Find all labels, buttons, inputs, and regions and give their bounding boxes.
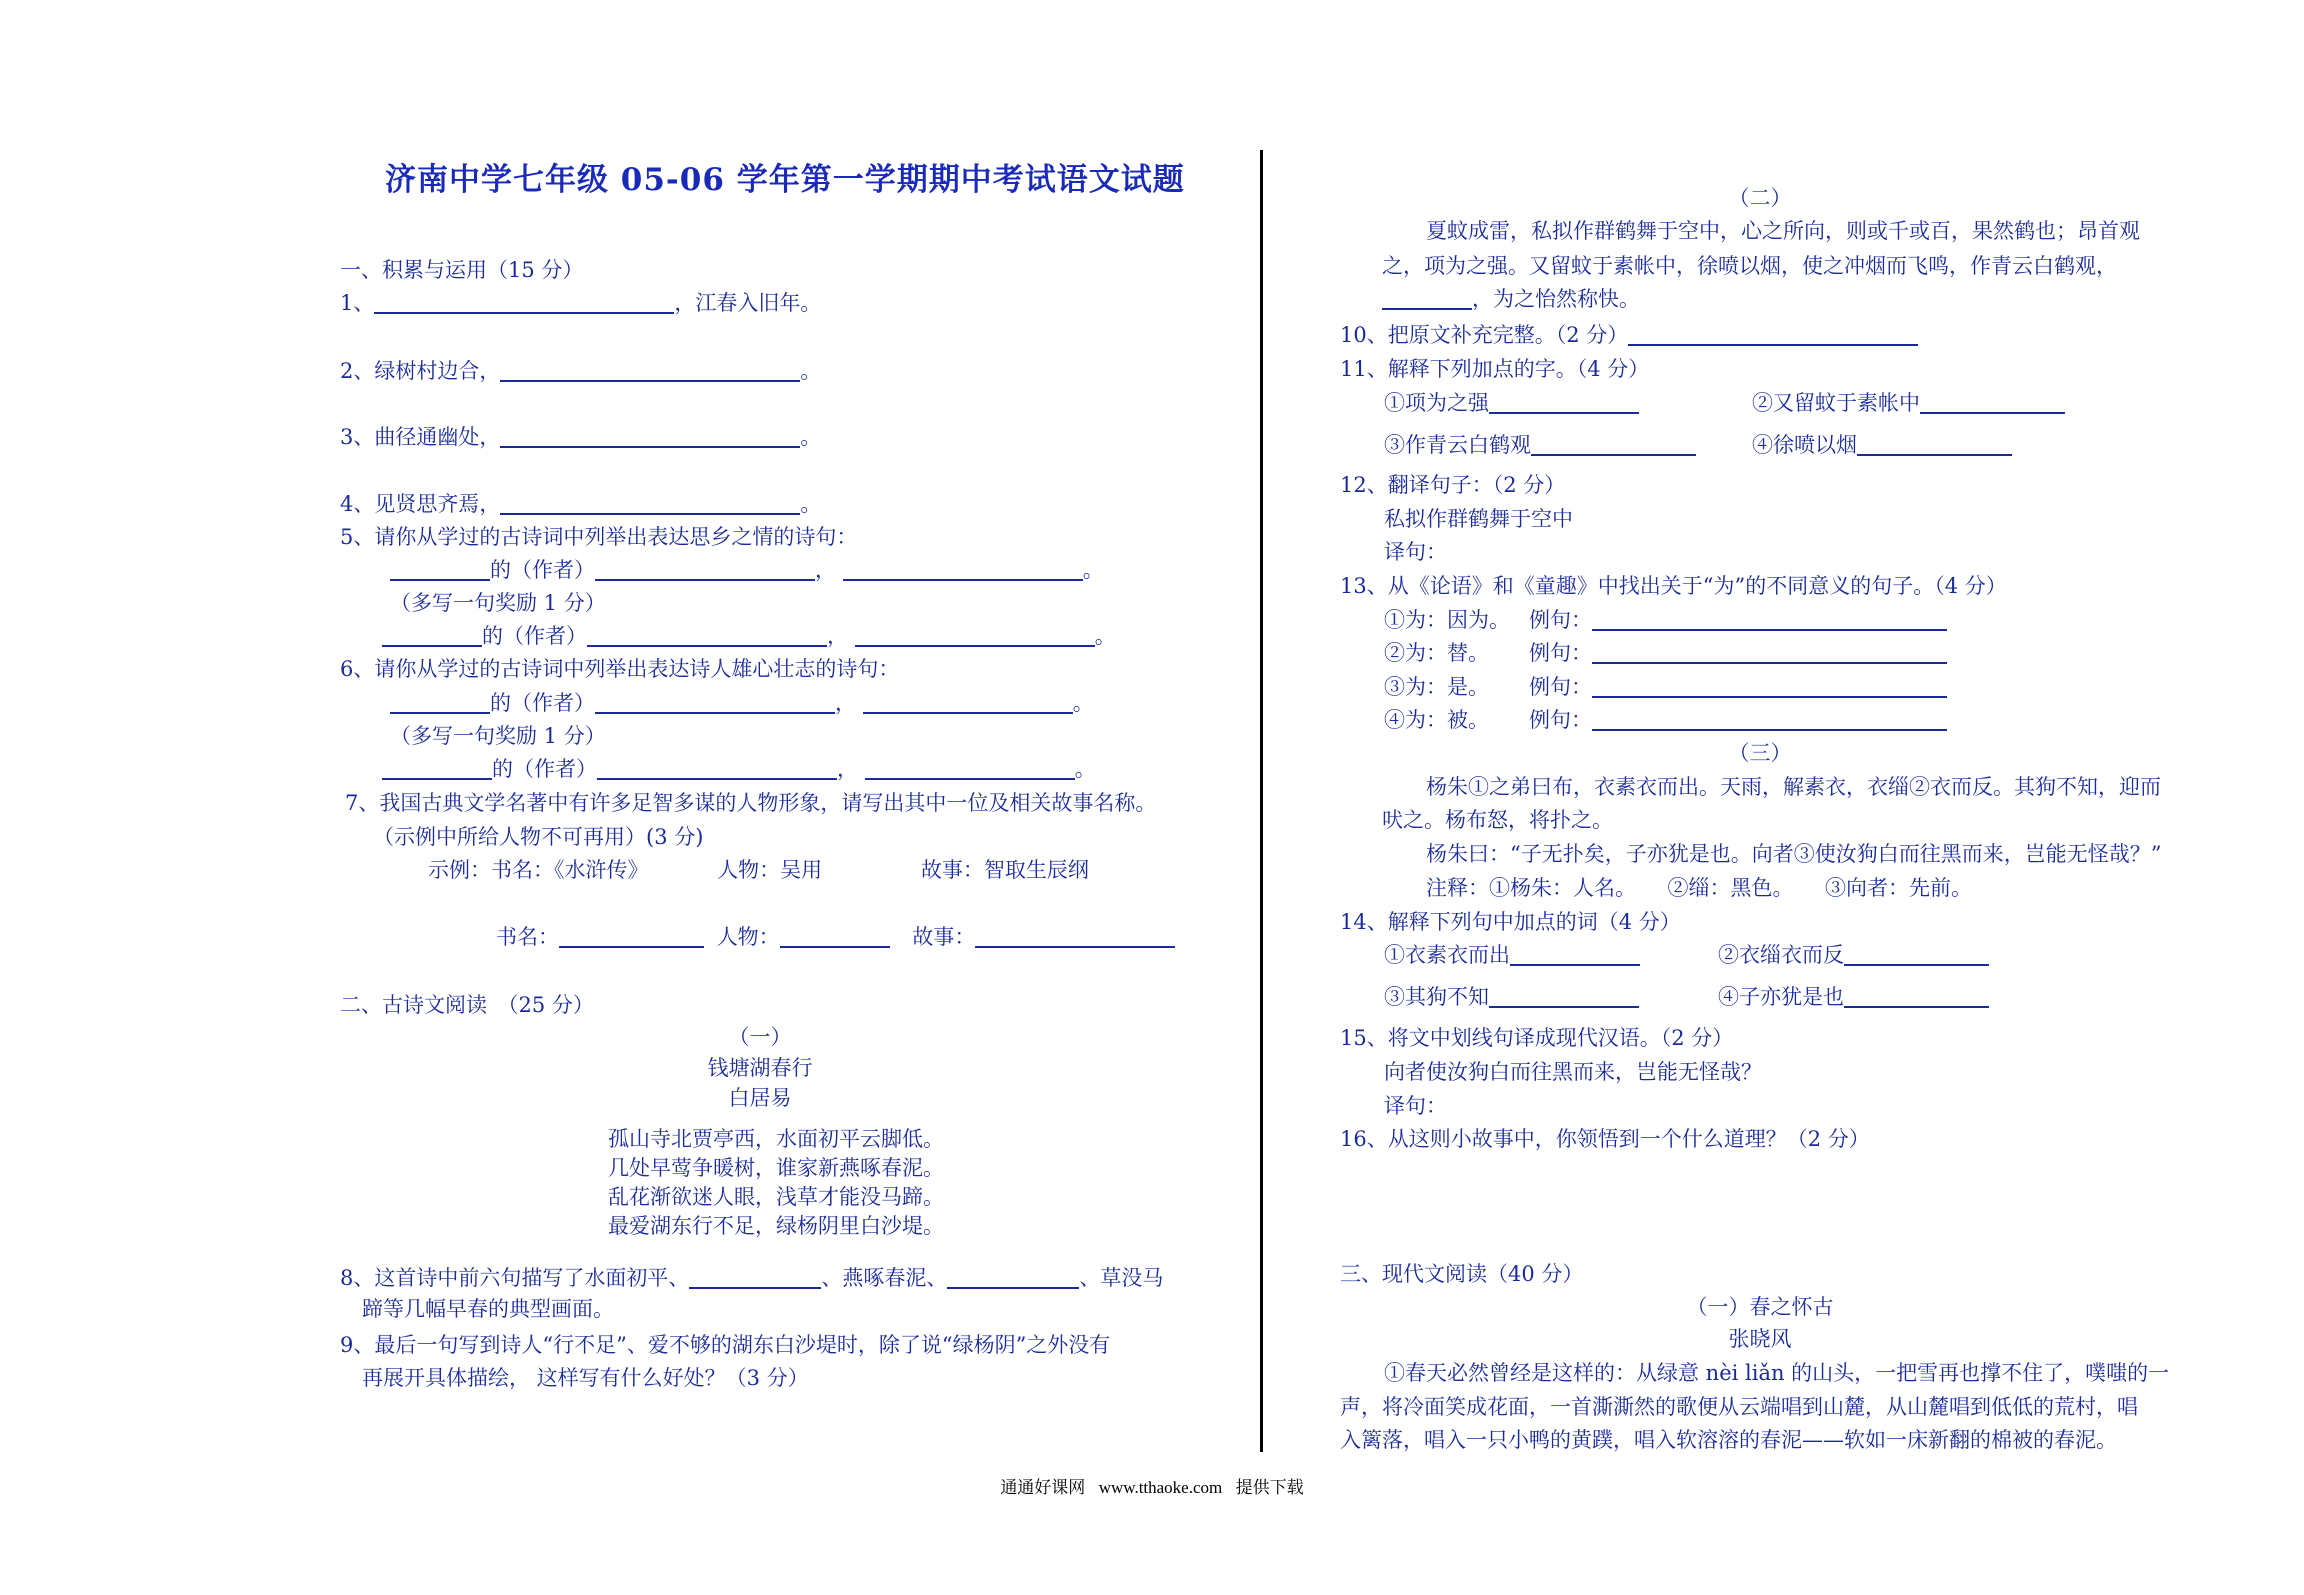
q13-item: ③为：是。 — [1384, 675, 1489, 699]
author-label: 的（作者） — [490, 691, 595, 715]
q2-text: 2、绿树村边合， — [340, 359, 501, 383]
poem-line-3: 乱花渐欲迷人眼，浅草才能没马蹄。 — [608, 1185, 944, 1209]
article-author: 张晓风 — [1728, 1327, 1792, 1351]
q7-answer — [496, 922, 1175, 952]
question-10 — [1340, 320, 1918, 350]
q8-text-b: 、燕啄春泥、 — [821, 1266, 948, 1290]
question-13: 13、从《论语》和《童趣》中找出关于“为”的不同意义的句子。（4 分） — [1340, 574, 2007, 598]
question-9: 9、最后一句写到诗人“行不足”、爱不够的湖东白沙堤时，除了说“绿杨阴”之外没有 — [340, 1333, 1111, 1357]
q14-item-1: ①衣素衣而出 — [1384, 943, 1510, 967]
q5-line-2 — [382, 621, 1116, 651]
footer-provide: 提供下载 — [1235, 1478, 1304, 1498]
poem-title: 钱塘湖春行 — [707, 1056, 813, 1080]
question-3 — [340, 422, 821, 452]
q1-text: ，江春入旧年。 — [674, 291, 822, 315]
footer-url[interactable]: www.tthaoke.com — [1098, 1478, 1223, 1497]
section-3-heading: 三、现代文阅读（40 分） — [1340, 1262, 1584, 1286]
q5-author-blank-2[interactable] — [382, 625, 482, 647]
column-divider — [1260, 150, 1263, 1452]
q5-verse-blank-2b[interactable] — [855, 625, 1095, 647]
q11-blank-2[interactable] — [1920, 392, 2065, 414]
period: 。 — [1072, 691, 1094, 715]
poem-author: 白居易 — [728, 1086, 792, 1110]
q11-item-1: ①项为之强 — [1384, 391, 1489, 415]
part-3-label: （三） — [1728, 741, 1792, 765]
part-2-label: （二） — [1728, 186, 1792, 210]
question-4 — [340, 489, 821, 519]
section-2-heading: 二、古诗文阅读 （25 分） — [340, 993, 594, 1017]
q15-translate-label[interactable]: 译句： — [1384, 1094, 1447, 1118]
story-label: 故事： — [912, 925, 976, 949]
q4-blank[interactable] — [500, 493, 800, 515]
q7-example — [428, 855, 1089, 885]
q13-row-4 — [1384, 705, 1947, 735]
q4-text: 4、见贤思齐焉， — [340, 492, 501, 516]
article-line-3: 入篱落，唱入一只小鸭的黄蹼，唱入软溶溶的春泥——软如一床新翻的棉被的春泥。 — [1340, 1428, 2117, 1452]
comma: ， — [827, 624, 848, 648]
q14-blank-2[interactable] — [1844, 944, 1989, 966]
passage-3-notes: 注释：①杨朱：人名。 ②缁：黑色。 ③向者：先前。 — [1426, 876, 1972, 900]
q2-blank[interactable] — [500, 360, 800, 382]
footer-site-name: 通通好课网 — [1000, 1478, 1086, 1498]
question-8-cont: 蹄等几幅早春的典型画面。 — [362, 1297, 614, 1321]
q7-note: （示例中所给人物不可再用）(3 分) — [373, 825, 704, 849]
q11-item-2: ②又留蚊于素帐中 — [1752, 391, 1920, 415]
q11-row-2b — [1752, 430, 2012, 460]
q14-blank-3[interactable] — [1489, 986, 1639, 1008]
q13-blank-4[interactable] — [1592, 709, 1947, 731]
q5-verse-blank-1a[interactable] — [595, 559, 815, 581]
book-blank[interactable] — [559, 926, 704, 948]
poem-line-2: 几处早莺争暖树，谁家新燕啄春泥。 — [608, 1156, 944, 1180]
passage-2-end: ，为之怡然称快。 — [1472, 287, 1640, 311]
q10-text: 10、把原文补充完整。（2 分） — [1340, 323, 1629, 347]
q14-row-1b — [1718, 940, 1989, 970]
q6-verse-blank-2b[interactable] — [865, 758, 1075, 780]
comma: ， — [815, 558, 836, 582]
q11-row-1 — [1384, 388, 1639, 418]
q3-text: 3、曲径通幽处， — [340, 425, 501, 449]
passage-2-line-1: 夏蚊成雷，私拟作群鹤舞于空中，心之所向，则或千或百，果然鹤也；昂首观 — [1426, 219, 2140, 243]
comma: ， — [837, 757, 858, 781]
q11-item-3: ③作青云白鹤观 — [1384, 433, 1531, 457]
q15-sentence: 向者使汝狗白而往黑而来，岂能无怪哉？ — [1384, 1060, 1762, 1084]
q3-end: 。 — [800, 425, 822, 449]
person-label: 人物： — [716, 925, 780, 949]
q5-verse-blank-1b[interactable] — [843, 559, 1083, 581]
q14-blank-4[interactable] — [1844, 986, 1989, 1008]
question-1 — [340, 288, 821, 318]
q2-end: 。 — [800, 359, 822, 383]
q13-item: ②为：替。 — [1384, 641, 1489, 665]
question-5: 5、请你从学过的古诗词中列举出表达思乡之情的诗句： — [340, 525, 858, 549]
part-1-label: （一） — [728, 1025, 792, 1049]
passage-2-line-2: 之，项为之强。又留蚊于素帐中，徐喷以烟，使之冲烟而飞鸣，作青云白鹤观， — [1382, 254, 2117, 278]
q14-row-2b — [1718, 982, 1989, 1012]
example-label: 例句： — [1529, 641, 1592, 665]
question-12: 12、翻译句子：（2 分） — [1340, 473, 1566, 497]
q6-author-blank-1[interactable] — [390, 692, 490, 714]
q6-verse-blank-1b[interactable] — [863, 692, 1073, 714]
example-story: 故事：智取生辰纲 — [920, 858, 1089, 882]
q6-line-2 — [382, 754, 1096, 784]
question-14: 14、解释下列句中加点的词（4 分） — [1340, 910, 1681, 934]
author-label: 的（作者） — [482, 624, 587, 648]
example-label: 例句： — [1529, 675, 1592, 699]
person-blank[interactable] — [780, 926, 890, 948]
q8-blank-1[interactable] — [689, 1267, 821, 1289]
q8-blank-2[interactable] — [947, 1267, 1079, 1289]
q1-number: 1、 — [340, 291, 375, 315]
q6-author-blank-2[interactable] — [382, 758, 492, 780]
q14-row-1 — [1384, 940, 1640, 970]
example-label: 例句： — [1529, 708, 1592, 732]
q6-bonus-note: （多写一句奖励 1 分） — [390, 724, 606, 748]
q13-row-3 — [1384, 672, 1947, 702]
book-label: 书名： — [496, 925, 559, 949]
q14-blank-1[interactable] — [1510, 944, 1640, 966]
q4-end: 。 — [800, 492, 822, 516]
q8-text-c: 、草没马 — [1079, 1266, 1164, 1290]
q11-blank-4[interactable] — [1857, 434, 2012, 456]
q13-item: ①为：因为。 — [1384, 608, 1510, 632]
q5-verse-blank-2a[interactable] — [587, 625, 827, 647]
q6-line-1 — [390, 688, 1094, 718]
author-label: 的（作者） — [490, 558, 595, 582]
article-title: （一）春之怀古 — [1686, 1295, 1834, 1319]
q5-bonus-note: （多写一句奖励 1 分） — [390, 591, 606, 615]
question-16: 16、从这则小故事中，你领悟到一个什么道理？（2 分） — [1340, 1127, 1870, 1151]
q13-row-2 — [1384, 638, 1947, 668]
q13-blank-1[interactable] — [1592, 609, 1947, 631]
poem-line-4: 最爱湖东行不足，绿杨阴里白沙堤。 — [608, 1214, 944, 1238]
passage-3-line-2: 吠之。杨布怒，将扑之。 — [1382, 808, 1613, 832]
question-15: 15、将文中划线句译成现代汉语。（2 分） — [1340, 1026, 1734, 1050]
q11-row-1b — [1752, 388, 2065, 418]
question-6: 6、请你从学过的古诗词中列举出表达诗人雄心壮志的诗句： — [340, 657, 900, 681]
q5-line-1 — [390, 555, 1104, 585]
q14-item-2: ②衣缁衣而反 — [1718, 943, 1844, 967]
q13-blank-3[interactable] — [1592, 676, 1947, 698]
question-9-cont: 再展开具体描绘， 这样写有什么好处？（3 分） — [362, 1366, 809, 1390]
q12-sentence: 私拟作群鹤舞于空中 — [1384, 507, 1573, 531]
passage-2-blank[interactable] — [1382, 288, 1472, 310]
q1-blank[interactable] — [374, 292, 674, 314]
story-blank[interactable] — [975, 926, 1175, 948]
q3-blank[interactable] — [500, 426, 800, 448]
q5-author-blank-1[interactable] — [390, 559, 490, 581]
page-title: 济南中学七年级 05-06 学年第一学期期中考试语文试题 — [385, 162, 1185, 198]
passage-2-line-3 — [1382, 284, 1640, 314]
example-person: 人物：吴用 — [717, 858, 823, 882]
q13-row-1 — [1384, 605, 1947, 635]
q6-verse-blank-2a[interactable] — [597, 758, 837, 780]
question-7: 7、我国古典文学名著中有许多足智多谋的人物形象，请写出其中一位及相关故事名称。 — [345, 791, 1157, 815]
q10-blank[interactable] — [1628, 324, 1918, 346]
passage-3-line-3: 杨朱曰：“子无扑矣，子亦犹是也。向者③使汝狗白而往黑而来，岂能无怪哉？” — [1426, 842, 2162, 866]
period: 。 — [1094, 624, 1116, 648]
q8-text-a: 8、这首诗中前六句描写了水面初平、 — [340, 1266, 690, 1290]
q14-row-2 — [1384, 982, 1639, 1012]
page-footer — [0, 1473, 2304, 1498]
q13-item: ④为：被。 — [1384, 708, 1489, 732]
passage-3-line-1: 杨朱①之弟曰布，衣素衣而出。天雨，解素衣，衣缁②衣而反。其狗不知，迎而 — [1426, 775, 2161, 799]
article-line-2: 声，将冷面笑成花面，一首澌澌然的歌便从云端唱到山麓，从山麓唱到低低的荒村，唱 — [1340, 1395, 2138, 1419]
period: 。 — [1082, 558, 1104, 582]
q12-translate-label[interactable]: 译句： — [1384, 540, 1447, 564]
q11-blank-3[interactable] — [1531, 434, 1696, 456]
period: 。 — [1074, 757, 1096, 781]
example-book: 示例：书名：《水浒传》 — [428, 858, 649, 882]
question-8 — [340, 1263, 1163, 1293]
question-11: 11、解释下列加点的字。（4 分） — [1340, 357, 1650, 381]
q13-blank-2[interactable] — [1592, 642, 1947, 664]
question-2 — [340, 356, 821, 386]
article-line-1: ①春天必然曾经是这样的：从绿意 nèi liǎn 的山头，一把雪再也撑不住了，噗嗤的一 — [1384, 1361, 2170, 1385]
q11-item-4: ④徐喷以烟 — [1752, 433, 1857, 457]
author-label: 的（作者） — [492, 757, 597, 781]
poem-line-1: 孤山寺北贾亭西，水面初平云脚低。 — [608, 1127, 944, 1151]
q6-verse-blank-1a[interactable] — [595, 692, 835, 714]
q14-item-4: ④子亦犹是也 — [1718, 985, 1844, 1009]
q14-item-3: ③其狗不知 — [1384, 985, 1489, 1009]
section-1-heading: 一、积累与运用（15 分） — [340, 258, 584, 282]
q11-row-2 — [1384, 430, 1696, 460]
q11-blank-1[interactable] — [1489, 392, 1639, 414]
comma: ， — [835, 691, 856, 715]
example-label: 例句： — [1529, 608, 1592, 632]
